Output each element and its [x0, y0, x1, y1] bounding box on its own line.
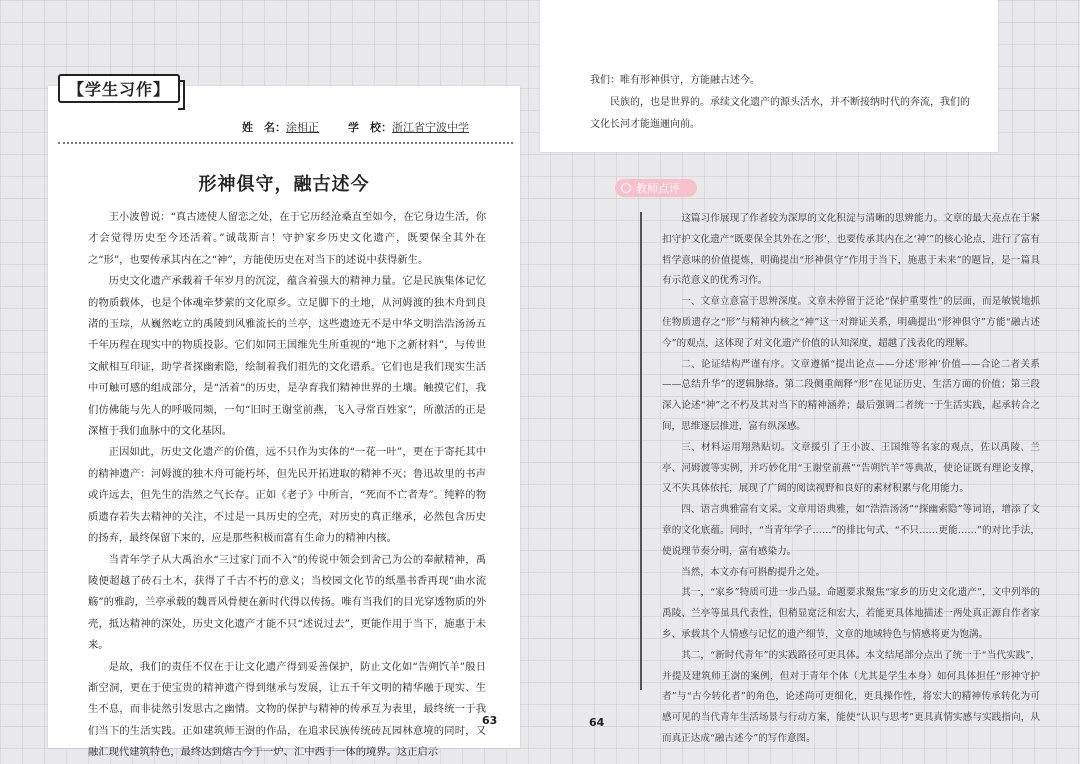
page-number-right: 64	[589, 716, 605, 729]
school-label: 学 校：	[348, 121, 392, 134]
name-value: 涂相正	[286, 121, 319, 134]
circle-icon	[621, 183, 631, 193]
continuation-line: 我们：唯有形神俱守，方能融古述今。	[590, 75, 760, 86]
comment-paragraph: 这篇习作展现了作者较为深厚的文化积淀与清晰的思辨能力。文章的最大亮点在于紧扣守护文化遗产“既要保全其外在之‘形’，也要传承其内在之‘神’”的核心论点，进行了富有哲学意味的价值提炼，明确提出“形神俱守”作用于当下，施惠于未来”的题旨，是一篇具有示范意义的优秀习作。	[662, 213, 1040, 287]
essay-paragraph: 正因如此，历史文化遗产的价值，远不只作为实体的“一花一叶”，更在于寄托其中的精神遗产：河姆渡的独木舟可能朽坏，但先民开拓进取的精神不灭；鲁迅故里的书声或许远去，但先生的浩然之气长存。正如《老子》中所言，“死而不亡者寿”。纯粹的物质遗存若失去精神的关注，不过是一具历史的空壳，对历史的真正继承，必然包含历史的扬弃，最终保留下来的，应是那些积极而富有生命力的精神内核。	[88, 446, 486, 545]
comment-paragraph: 三、材料运用翔熟贴切。文章援引了王小波、王国维等名家的观点，佐以禹陵、兰亭、河姆渡等实例，并巧妙化用“王谢堂前燕”“告朔饩羊”等典故，使论证既有理论支撑，又不失具体依托，展现了广阔的阅读视野和良好的素材积累与化用能力。	[662, 441, 1040, 495]
comment-paragraph: 其二，“新时代青年”的实践路径可更具体。本文结尾部分点出了统一于“当代实践”，并提及建筑师王澍的案例，但对于青年个体（尤其是学生本身）如何具体担任“形神守护者”与“古今转化者”的角色，论述尚可更细化，更具操作性，将宏大的精神传承转化为可感可见的当代青年生活场景与行动方案，能使“认识与思考”更具真情实感与实践指向，从而真正达成“融古述今”的写作意图。	[662, 649, 1040, 744]
section-tag: 【学生习作】	[58, 74, 180, 103]
badge-label: 教师点评	[636, 182, 680, 195]
essay-body	[88, 207, 486, 764]
continuation-paragraph: 民族的，也是世界的。承续文化遗产的源头活水，并不断接纳时代的奔流，我们的文化长河才能迤逦向前。	[590, 97, 970, 130]
comment-paragraph: 其一，“家乡”特质可进一步凸显。命题要求聚焦“家乡的历史文化遗产”，文中列举的禹陵、兰亭等虽具代表性，但稍显宽泛和宏大，若能更具体地描述一两处真正源自作者家乡、承载其个人情感与记忆的遗产细节，文章的地域特色与情感将更为饱满。	[662, 587, 1040, 640]
author-info	[242, 119, 319, 135]
comment-paragraph: 当然，本文亦有可斟酌提升之处。	[681, 566, 826, 578]
comment-rule	[640, 212, 642, 690]
comment-paragraph: 一、文章立意富于思辨深度。文章未停留于泛论“保护重要性”的层面，而是敏锐地抓住物质遗存之“形”与精神内核之“神”这一对辩证关系，明确提出“形神俱守”方能“融古述今”的观点，这体现了对文化遗产价值的认知深度，超越了浅表化的理解。	[662, 296, 1040, 349]
page-number-left: 63	[482, 714, 498, 727]
school-info	[348, 119, 469, 135]
teacher-comment-body	[662, 209, 1040, 750]
comment-paragraph: 四、语言典雅富有文采。文章用语典雅，如“浩浩汤汤”“探幽索隐”等词语，增添了文章的文化底蕴。同时，“当青年学子……”的排比句式、“不只……更能……”的对比手法，使说理节奏分明，富有感染力。	[662, 504, 1040, 557]
essay-paragraph: 历史文化遗产承载着千年岁月的沉淀，蕴含着强大的精神力量。它是民族集体记忆的物质载体，也是个体魂牵梦萦的文化原乡。立足脚下的土地，从河姆渡的独木舟到良渚的玉琮，从巍然屹立的禹陵到风雅流长的兰亭，这些遗迹无不是中华文明浩浩汤汤五千年历程在现实中的物质投影。它们如同王国维先生所重视的“地下之新材料”，与传世文献相互印证，助学者探幽索隐，绘制着我们祖先的文化谱系。它们也是我们现实生活中可触可感的组成部分，是“活着”的历史，是孕育我们精神世界的土壤。触摸它们，我们仿佛能与先人的呼吸同频，一句“旧时王谢堂前燕，飞入寻常百姓家”，所激活的正是深植于我们血脉中的文化基因。	[88, 275, 486, 438]
teacher-comment-badge	[615, 179, 697, 197]
essay-paragraph: 当青年学子从大禹治水“三过家门而不入”的传说中领会到舍己为公的奉献精神，禹陵便超越了砖石土木，获得了千古不朽的意义；当校园文化节的纸墨书香再现“曲水流觞”的雅韵，兰亭承载的魏晋风骨便在新时代得以传扬。唯有当我们的目光穿透物质的外壳，抵达精神的深处，历史文化遗产才能不只“述说过去”，更能作用于当下，施惠于未来。	[88, 553, 486, 652]
essay-title: 形神俱守，融古述今	[198, 174, 370, 195]
essay-continuation	[590, 70, 970, 136]
comment-paragraph: 二、论证结构严谨有序。文章遵循“提出论点——分述‘形神’价值——合论二者关系——总结升华”的逻辑脉络。第二段侧重阐释“形”在见证历史、生活方面的价值；第三段深入论述“神”之不朽及其对当下的精神涵养；最后强调二者统一于生活实践，起承转合之间，思维逐层推进，富有纵深感。	[662, 358, 1040, 432]
essay-paragraph: 王小波曾说：“真古迹使人留恋之处，在于它历经沧桑直至如今，在它身边生活，你才会觉得历史至今还活着。”诚哉斯言！守护家乡历史文化遗产，既要保全其外在之“形”，也要传承其内在之“神”，方能使历史在对当下的述说中获得新生。	[88, 211, 486, 266]
school-value: 浙江省宁波中学	[392, 121, 469, 134]
name-label: 姓 名：	[242, 121, 286, 134]
essay-paragraph: 是故，我们的责任不仅在于让文化遗产得到妥善保护，防止文化如“告朔饩羊”般日渐空洞，更在于使宝贵的精神遗产得到继承与发展，让五千年文明的精华融于现实、生生不息，而非徒然引发思古之幽情。文物的保护与精神的传承互为表里，最终统一于我们当下的生活实践。正如建筑师王澍的作品，在追求民族传统砖瓦园林意境的同时，又融汇现代建筑特色，最终达到熔古今于一炉、汇中西于一体的境界。这正启示	[88, 660, 486, 759]
dotted-divider	[58, 142, 513, 144]
